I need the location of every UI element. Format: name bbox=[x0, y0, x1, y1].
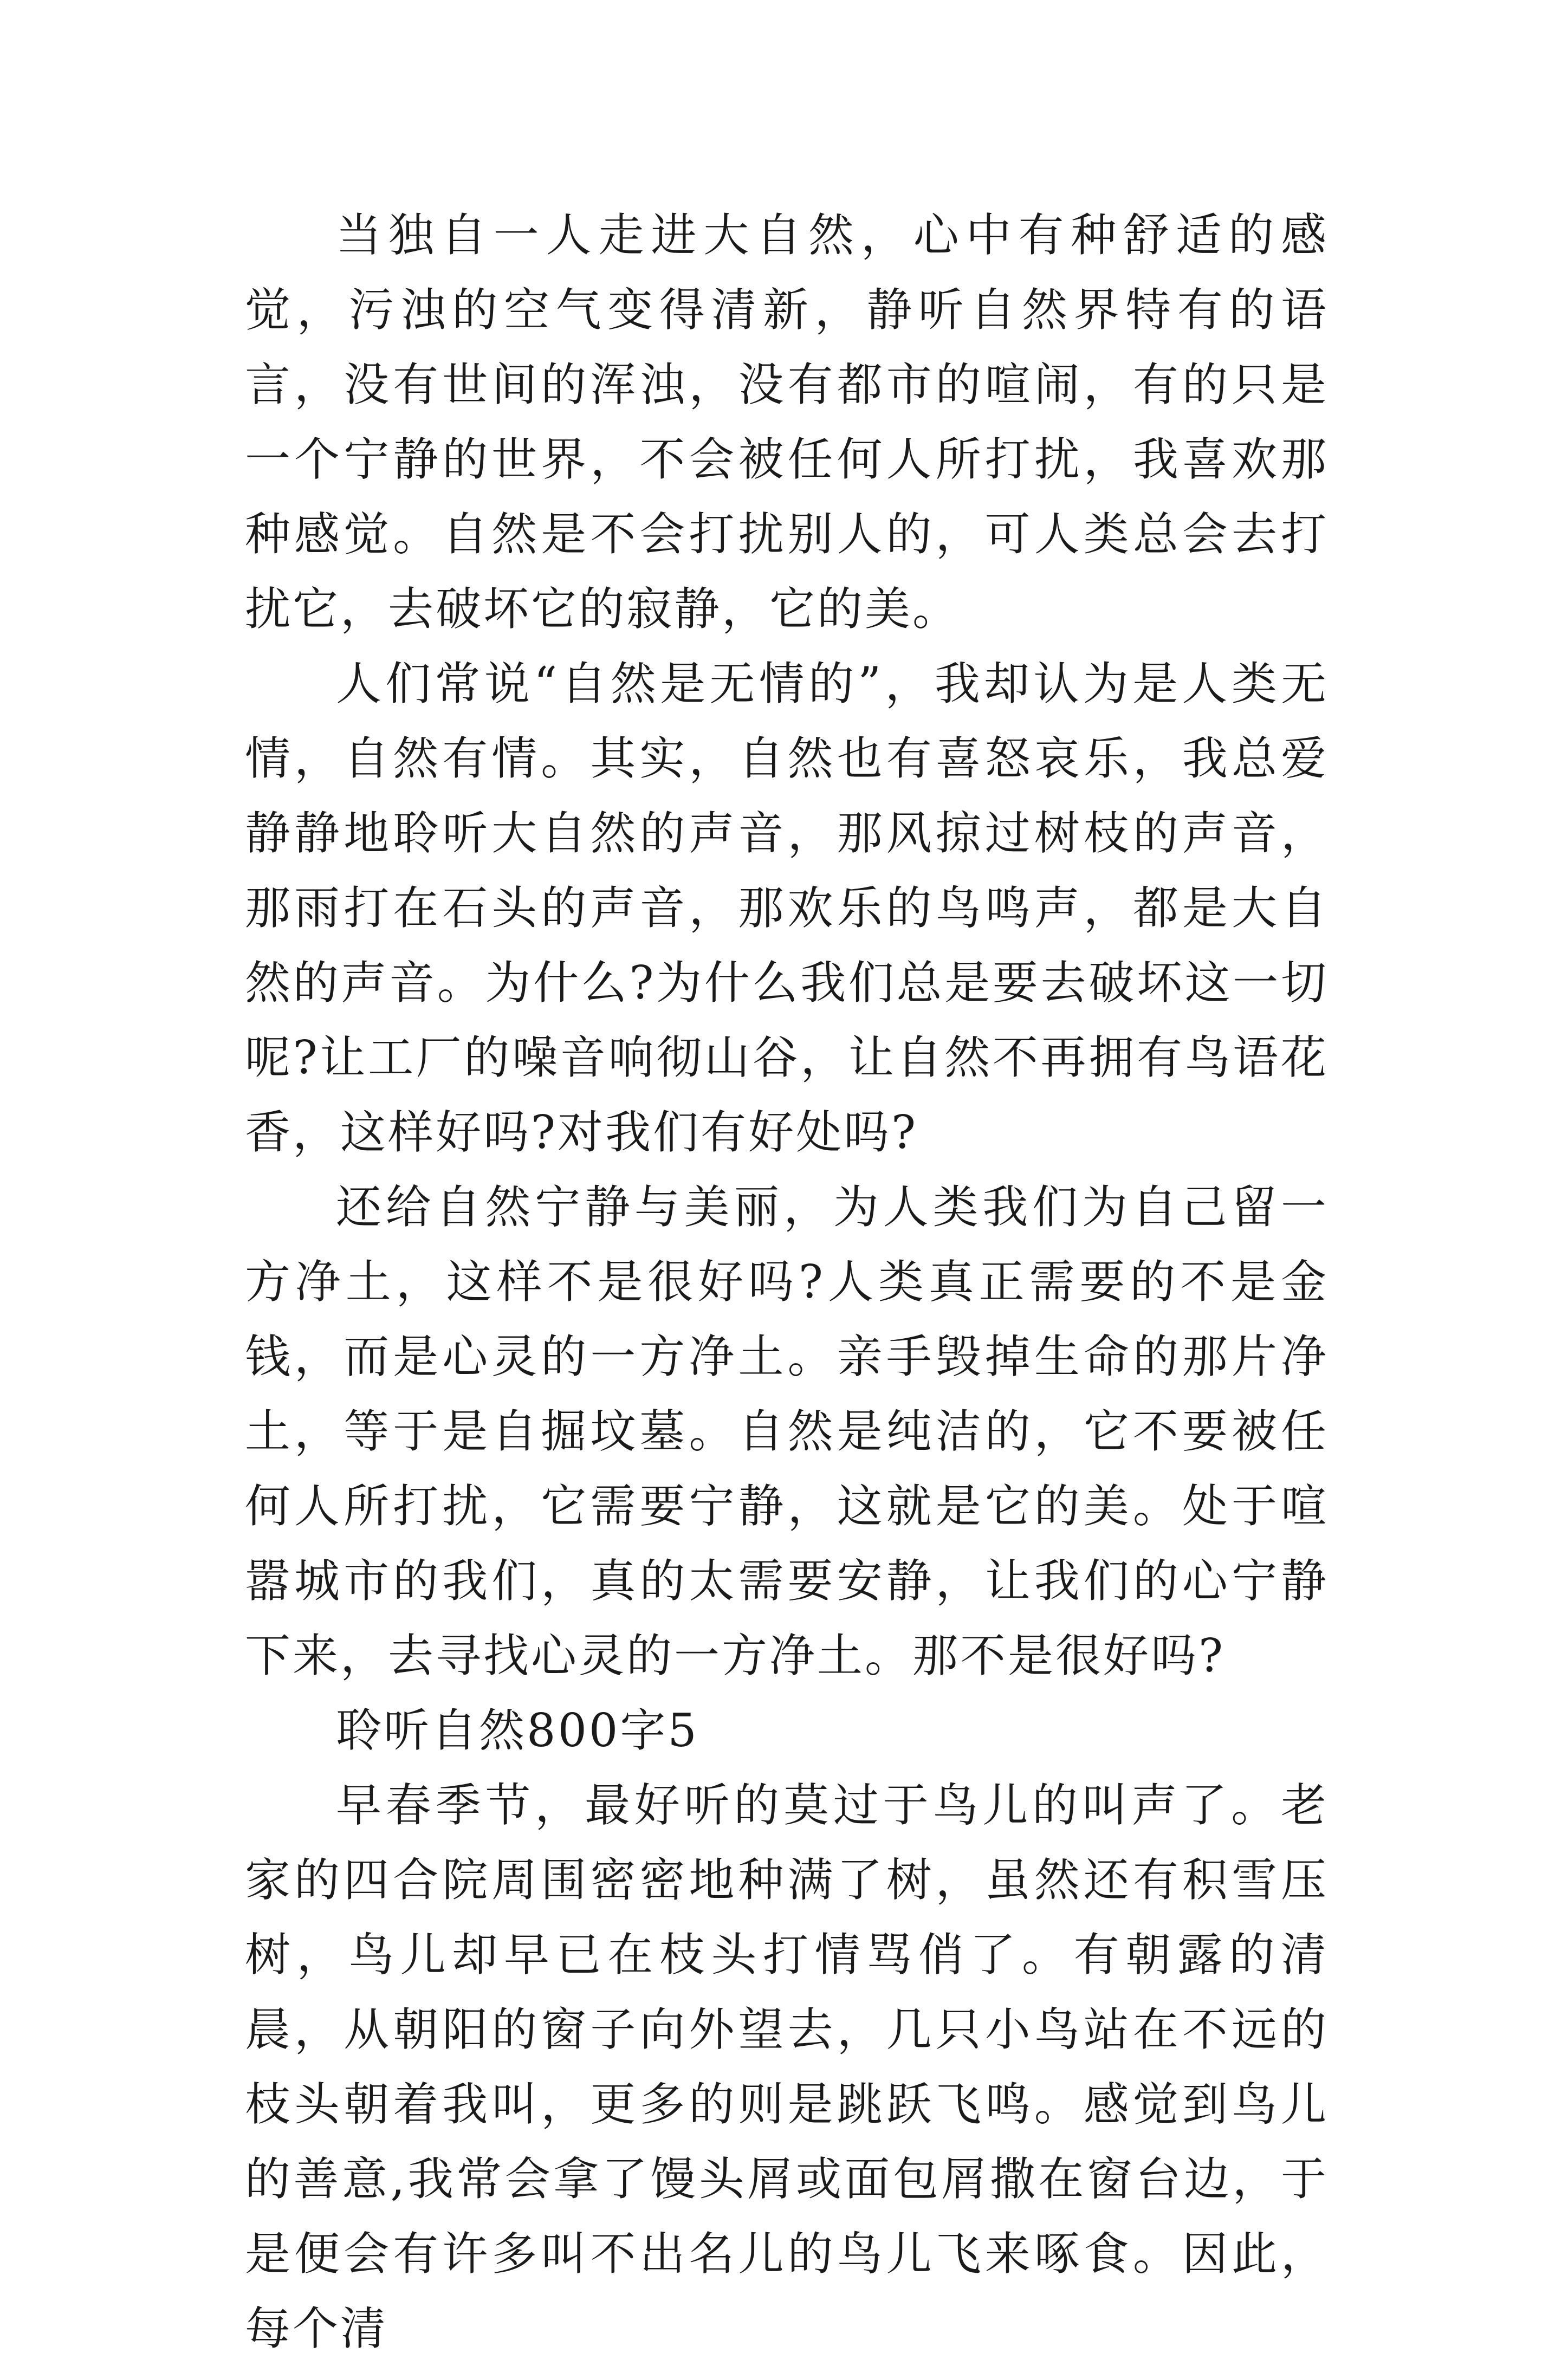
paragraph-2: 人们常说“自然是无情的”，我却认为是人类无情，自然有情。其实，自然也有喜怒哀乐，我总爱静静地聆听大自然的声音，那风掠过树枝的声音，那雨打在石头的声音，那欢乐的鸟鸣声，都是大自然的声音。为什么?为什么我们总是要去破坏这一切呢?让工厂的噪音响彻山谷，让自然不再拥有鸟语花香，这样好吗?对我们有好处吗? bbox=[245, 657, 1329, 1159]
document-body bbox=[245, 198, 1329, 2366]
section-heading: 聆听自然800字5 bbox=[336, 1704, 699, 1757]
paragraph-4: 早春季节，最好听的莫过于鸟儿的叫声了。老家的四合院周围密密地种满了树，虽然还有积雪压树，鸟儿却早已在枝头打情骂俏了。有朝露的清晨，从朝阳的窗子向外望去，几只小鸟站在不远的枝头朝着我叫，更多的则是跳跃飞鸣。感觉到鸟儿的善意,我常会拿了馒头屑或面包屑撒在窗台边，于是便会有许多叫不出名儿的鸟儿飞来啄食。因此，每个清 bbox=[245, 1779, 1329, 2355]
paragraph-3: 还给自然宁静与美丽，为人类我们为自己留一方净土，这样不是很好吗?人类真正需要的不是金钱，而是心灵的一方净土。亲手毁掉生命的那片净土，等于是自掘坟墓。自然是纯洁的，它不要被任何人所打扰，它需要宁静，这就是它的美。处于喧嚣城市的我们，真的太需要安静，让我们的心宁静下来，去寻找心灵的一方净土。那不是很好吗? bbox=[245, 1181, 1329, 1682]
paragraph-1: 当独自一人走进大自然，心中有种舒适的感觉，污浊的空气变得清新，静听自然界特有的语言，没有世间的浑浊，没有都市的喧闹，有的只是一个宁静的世界，不会被任何人所打扰，我喜欢那种感觉。自然是不会打扰别人的，可人类总会去打扰它，去破坏它的寂静，它的美。 bbox=[245, 209, 1329, 636]
